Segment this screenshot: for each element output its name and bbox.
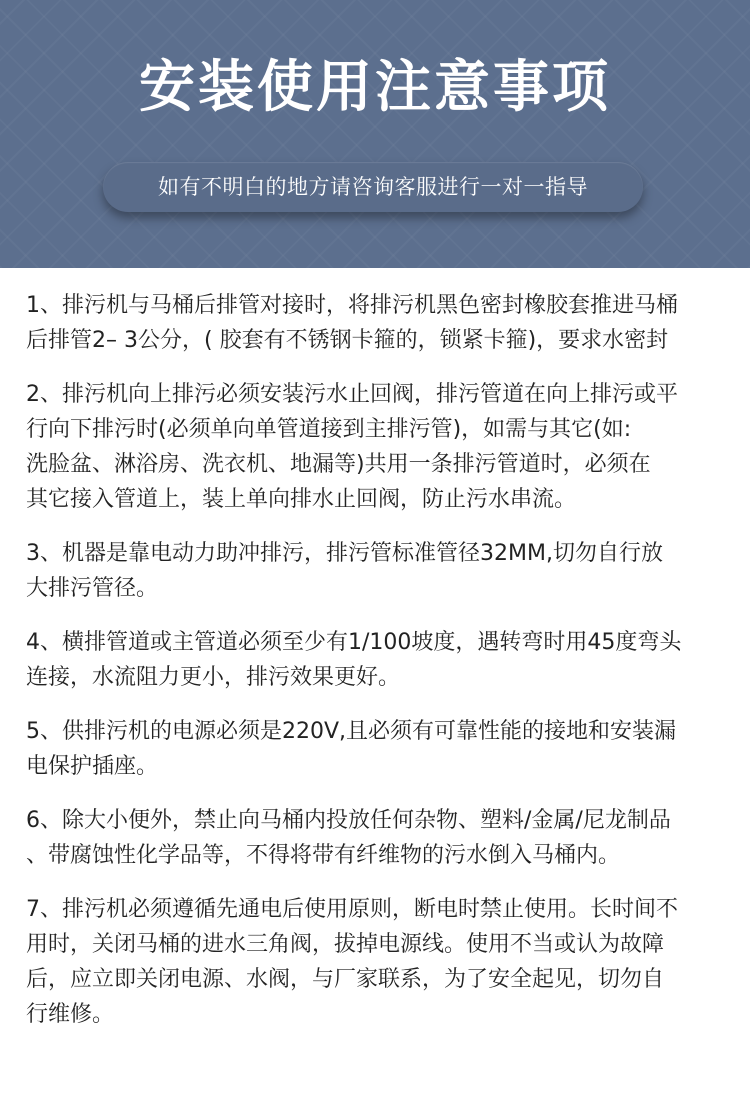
- note-line: 4、横排管道或主管道必须至少有1/100坡度，遇转弯时用45度弯头: [26, 630, 682, 655]
- note-line: 2、排污机向上排污必须安装污水止回阀，排污管道在向上排污或平: [26, 382, 678, 407]
- note-item: [26, 803, 726, 873]
- header-banner: [0, 0, 750, 268]
- note-line: 其它接入管道上，装上单向排水止回阀，防止污水串流。: [26, 487, 577, 512]
- note-item: [26, 714, 726, 784]
- note-line: 行维修。: [26, 1002, 115, 1027]
- notes-list: [26, 288, 726, 1051]
- note-item: [26, 892, 726, 1032]
- note-item: [26, 377, 726, 517]
- note-line: 用时，关闭马桶的进水三角阀，拔掉电源线。使用不当或认为故障: [26, 932, 665, 957]
- note-line: 后排管2– 3公分，( 胶套有不锈钢卡箍的，锁紧卡箍)，要求水密封: [26, 328, 669, 353]
- note-line: 大排污管径。: [26, 576, 159, 601]
- note-line: 3、机器是靠电动力助冲排污，排污管标准管径32MM,切勿自行放: [26, 541, 663, 566]
- note-line: 、带腐蚀性化学品等，不得将带有纤维物的污水倒入马桶内。: [26, 843, 621, 868]
- note-line: 后，应立即关闭电源、水阀，与厂家联系，为了安全起见，切勿自: [26, 967, 665, 992]
- subtitle-text: 如有不明白的地方请咨询客服进行一对一指导: [158, 175, 588, 199]
- note-line: 行向下排污时(必须单向单管道接到主排污管)，如需与其它(如:: [26, 417, 632, 442]
- note-item: [26, 288, 726, 358]
- note-line: 1、排污机与马桶后排管对接时，将排污机黑色密封橡胶套推进马桶: [26, 293, 678, 318]
- note-line: 7、排污机必须遵循先通电后使用原则，断电时禁止使用。长时间不: [26, 897, 678, 922]
- note-line: 5、供排污机的电源必须是220V,且必须有可靠性能的接地和安装漏: [26, 719, 677, 744]
- note-line: 6、除大小便外，禁止向马桶内投放任何杂物、塑料/金属/尼龙制品: [26, 808, 671, 833]
- page-title: 安装使用注意事项: [139, 55, 611, 120]
- note-item: [26, 536, 726, 606]
- note-line: 洗脸盆、淋浴房、洗衣机、地漏等)共用一条排污管道时，必须在: [26, 452, 651, 477]
- note-line: 连接，水流阻力更小，排污效果更好。: [26, 665, 401, 690]
- note-item: [26, 625, 726, 695]
- note-line: 电保护插座。: [26, 754, 159, 779]
- subtitle-pill: [103, 162, 643, 212]
